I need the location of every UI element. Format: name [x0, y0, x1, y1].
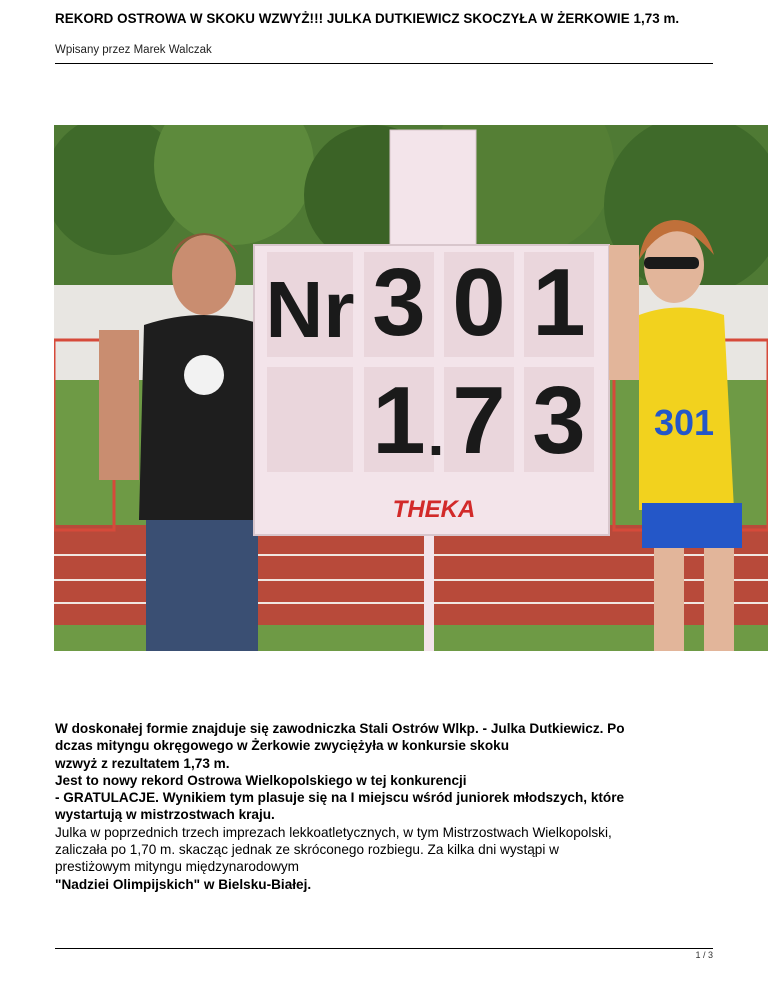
article-line: Julka w poprzednich trzech imprezach lekkoatletycznych, w tym Mistrzostwach Wielkopolski, — [55, 824, 612, 840]
board-result-2: 7 — [452, 367, 506, 474]
article-line: prestiżowym mityngu międzynarodowym — [55, 859, 300, 875]
board-digit-2: 0 — [452, 249, 506, 356]
board-brand-logo: THEKA — [392, 496, 476, 523]
article-line: zaliczała po 1,70 m. skacząc jednak ze skróconego rozbiegu. Za kilka dni wystąpi w — [55, 842, 559, 858]
board-result-3: 3 — [532, 367, 586, 474]
board-digit-1: 3 — [372, 249, 426, 356]
header-divider — [55, 63, 713, 64]
article-line: dczas mityngu okręgowego w Żerkowie zwyciężyła w konkursie skoku — [55, 738, 510, 754]
article-line: wystartują w mistrzostwach kraju. — [55, 807, 275, 823]
article-line: wzwyż z rezultatem 1,73 m. — [55, 755, 230, 771]
board-nr-label: Nr — [265, 265, 355, 354]
page-number: 1 / 3 — [695, 950, 713, 960]
photo-illustration — [54, 125, 768, 651]
author-byline: Wpisany przez Marek Walczak — [55, 44, 212, 56]
article-line: W doskonałej formie znajduje się zawodniczka Stali Ostrów Wlkp. - Julka Dutkiewicz. Po — [55, 721, 625, 736]
article-title: REKORD OSTROWA W SKOKU WZWYŻ!!! JULKA DUTKIEWICZ SKOCZYŁA W ŻERKOWIE 1,73 m. — [55, 11, 680, 26]
board-result-1: 1 — [372, 367, 426, 474]
article-line: Jest to nowy rekord Ostrowa Wielkopolskiego w tej konkurencji — [55, 772, 467, 788]
article-body — [55, 720, 735, 893]
board-result-dot: . — [427, 401, 445, 468]
article-line: "Nadziei Olimpijskich" w Bielsku-Białej. — [55, 876, 312, 892]
article-photo — [54, 125, 768, 651]
footer-divider — [55, 948, 713, 949]
bib-number: 301 — [653, 402, 715, 443]
board-digit-3: 1 — [532, 249, 586, 356]
article-line: - GRATULACJE. Wynikiem tym plasuje się na I miejscu wśród juniorek młodszych, które — [55, 790, 625, 806]
